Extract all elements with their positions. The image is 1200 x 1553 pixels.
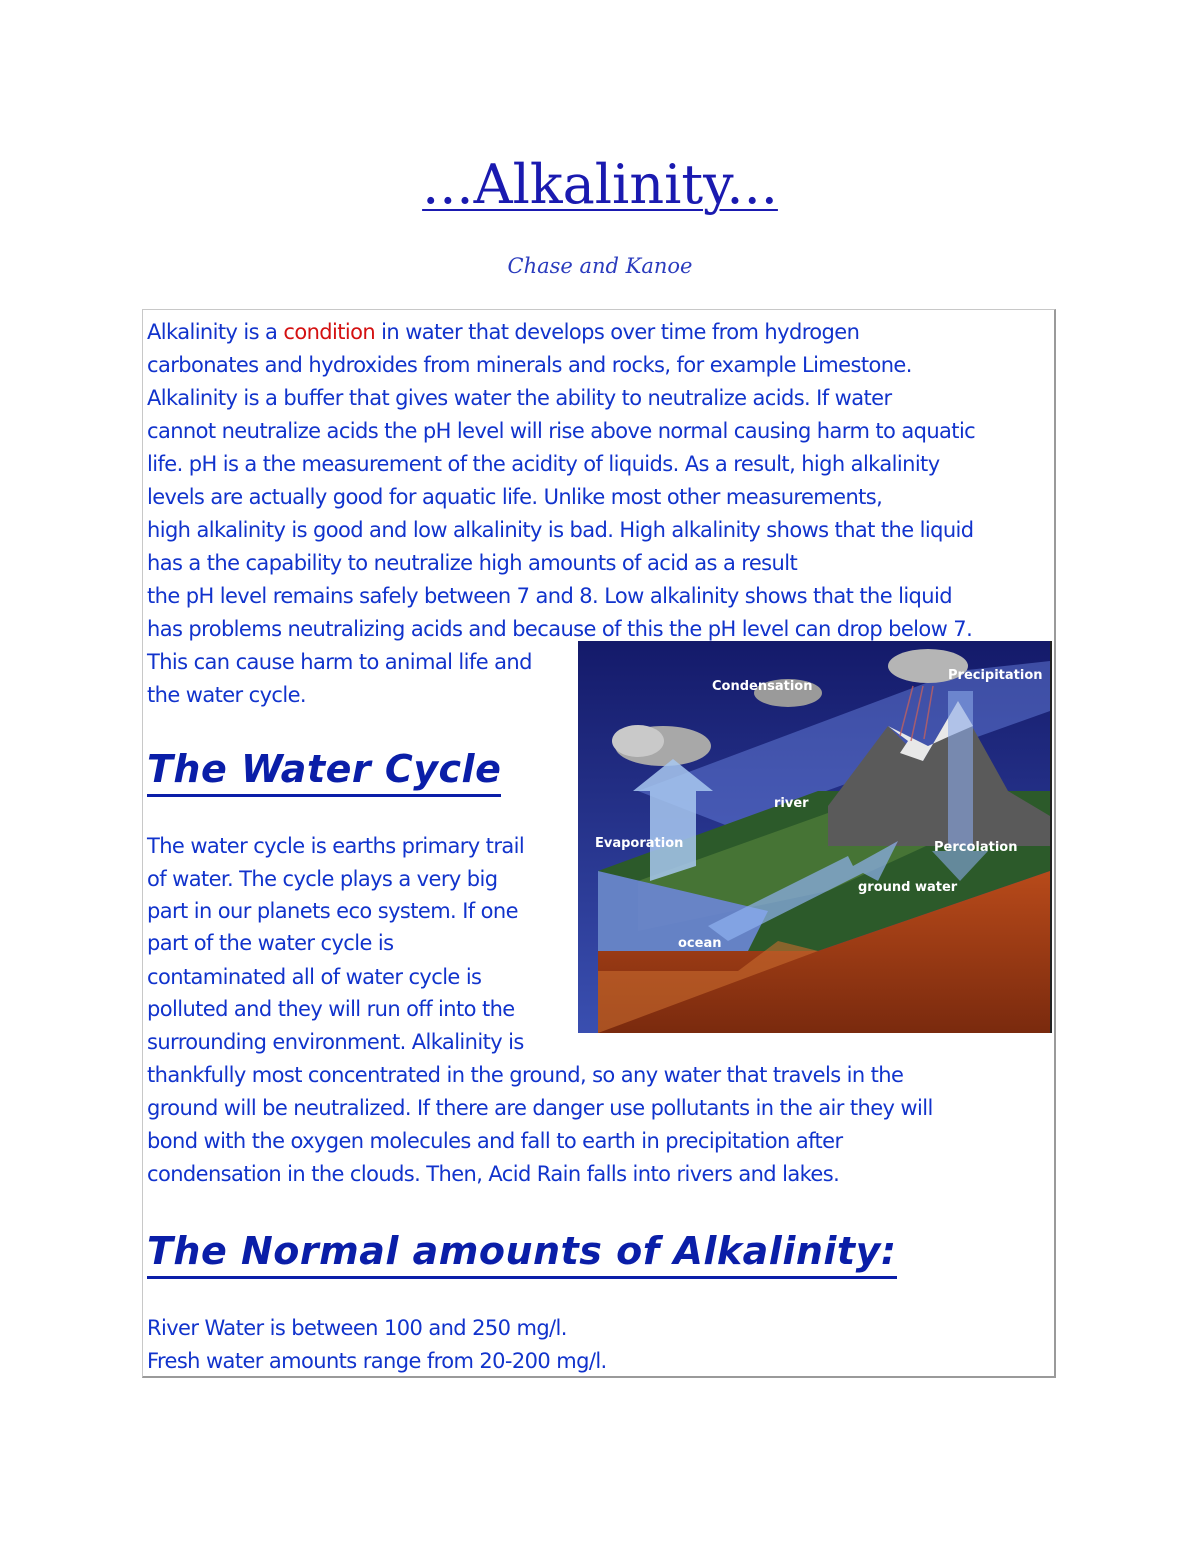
intro-line: life. pH is a the measurement of the acidity of liquids. As a result, high alkalinity	[147, 452, 940, 476]
page-subtitle: Chase and Kanoe	[507, 254, 693, 278]
water-cycle-line: The water cycle is earths primary trail	[147, 834, 525, 858]
label-evaporation: Evaporation	[595, 836, 684, 851]
intro-line: This can cause harm to animal life and	[147, 650, 532, 674]
water-cycle-diagram	[578, 641, 1052, 1033]
label-percolation: Percolation	[934, 840, 1018, 855]
water-cycle-line: part of the water cycle is	[147, 931, 394, 955]
label-condensation: Condensation	[712, 679, 813, 694]
normal-amounts-line: Fresh water amounts range from 20-200 mg/l.	[147, 1349, 607, 1373]
label-precipitation: Precipitation	[948, 668, 1043, 683]
label-ocean: ocean	[678, 936, 722, 951]
heading-normal-amounts: The Normal amounts of Alkalinity:	[147, 1229, 897, 1273]
intro-line: Alkalinity is a buffer that gives water the ability to neutralize acids. If water	[147, 386, 892, 410]
water-cycle-line: ground will be neutralized. If there are danger use pollutants in the air they will	[147, 1096, 933, 1120]
intro-line: high alkalinity is good and low alkalinity is bad. High alkalinity shows that the liquid	[147, 518, 974, 542]
intro-line: has problems neutralizing acids and because of this the pH level can drop below 7.	[147, 617, 973, 641]
water-cycle-line: contaminated all of water cycle is	[147, 965, 482, 989]
heading-water-cycle: The Water Cycle	[147, 747, 502, 791]
intro-line: carbonates and hydroxides from minerals and rocks, for example Limestone.	[147, 353, 912, 377]
intro-line	[147, 316, 859, 349]
highlighted-word: condition	[283, 320, 376, 344]
intro-line: levels are actually good for aquatic life. Unlike most other measurements,	[147, 485, 883, 509]
label-ground-water: ground water	[858, 880, 958, 895]
water-cycle-line: part in our planets eco system. If one	[147, 899, 518, 923]
intro-line: the pH level remains safely between 7 and 8. Low alkalinity shows that the liquid	[147, 584, 952, 608]
intro-text: Alkalinity is a	[147, 320, 284, 344]
water-cycle-line: thankfully most concentrated in the ground, so any water that travels in the	[147, 1063, 904, 1087]
water-cycle-line: condensation in the clouds. Then, Acid Rain falls into rivers and lakes.	[147, 1162, 840, 1186]
intro-line: the water cycle.	[147, 683, 306, 707]
water-cycle-line: of water. The cycle plays a very big	[147, 867, 498, 891]
water-cycle-line: bond with the oxygen molecules and fall to earth in precipitation after	[147, 1129, 843, 1153]
intro-line: has a the capability to neutralize high amounts of acid as a result	[147, 551, 798, 575]
label-river: river	[774, 796, 809, 811]
normal-amounts-line: River Water is between 100 and 250 mg/l.	[147, 1316, 567, 1340]
water-cycle-line: polluted and they will run off into the	[147, 997, 515, 1021]
cloud-left-puff	[612, 725, 664, 757]
intro-text: in water that develops over time from hydrogen	[375, 320, 860, 344]
page-title: ...Alkalinity...	[422, 153, 778, 216]
intro-line: cannot neutralize acids the pH level will rise above normal causing harm to aquatic	[147, 419, 976, 443]
water-cycle-line: surrounding environment. Alkalinity is	[147, 1030, 524, 1054]
